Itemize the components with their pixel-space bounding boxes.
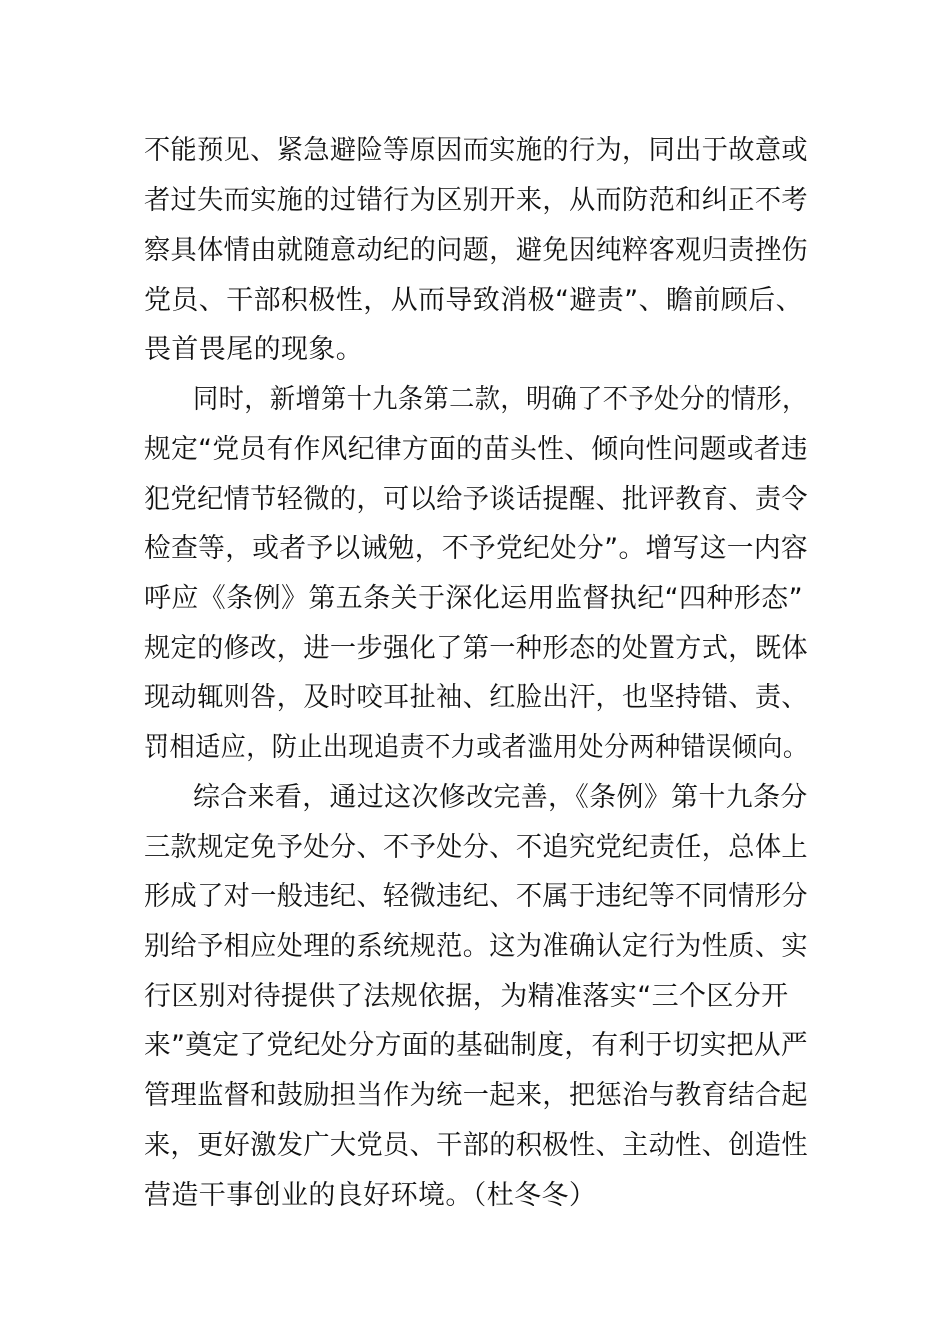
text-line: 别给予相应处理的系统规范。这为准确认定行为性质、实 (144, 931, 808, 962)
text-line: 不能预见、紧急避险等原因而实施的行为，同出于故意或 (144, 135, 808, 166)
text-line: 规定的修改，进一步强化了第一种形态的处置方式，既体 (144, 633, 808, 664)
text-line: 管理监督和鼓励担当作为统一起来，把惩治与教育结合起 (144, 1080, 808, 1111)
text-line: 来”奠定了党纪处分方面的基础制度，有利于切实把从严 (144, 1030, 809, 1061)
text-line: 来，更好激发广大党员、干部的积极性、主动性、创造性 (144, 1130, 808, 1161)
text-line: 者过失而实施的过错行为区别开来，从而防范和纠正不考 (144, 185, 808, 216)
text-line: 犯党纪情节轻微的，可以给予谈话提醒、批评教育、责令 (144, 484, 808, 515)
text-line: 规定“党员有作风纪律方面的苗头性、倾向性问题或者违 (144, 434, 809, 465)
text-line: 畏首畏尾的现象。 (144, 334, 364, 365)
text-line-with-author: 营造干事创业的良好环境。（杜冬冬） (144, 1180, 597, 1211)
paragraph-first-line: 综合来看，通过这次修改完善，《条例》第十九条分 (193, 782, 808, 813)
text-line: 行区别对待提供了法规依据，为精准落实“三个区分开 (144, 981, 789, 1012)
text-line: 形成了对一般违纪、轻微违纪、不属于违纪等不同情形分 (144, 881, 808, 912)
paragraph-first-line: 同时，新增第十九条第二款，明确了不予处分的情形， (193, 384, 808, 415)
text-line: 党员、干部积极性，从而导致消极“避责”、瞻前顾后、 (144, 285, 803, 316)
text-line: 三款规定免予处分、不予处分、不追究党纪责任，总体上 (144, 832, 808, 863)
text-line: 检查等，或者予以诫勉，不予党纪处分”。增写这一内容 (144, 533, 809, 564)
text-line: 察具体情由就随意动纪的问题，避免因纯粹客观归责挫伤 (144, 235, 808, 266)
text-line: 呼应《条例》第五条关于深化运用监督执纪“四种形态” (144, 583, 803, 614)
text-line: 罚相适应，防止出现追责不力或者滥用处分两种错误倾向。 (144, 732, 809, 763)
text-line: 现动辄则咎，及时咬耳扯袖、红脸出汗，也坚持错、责、 (144, 682, 808, 713)
